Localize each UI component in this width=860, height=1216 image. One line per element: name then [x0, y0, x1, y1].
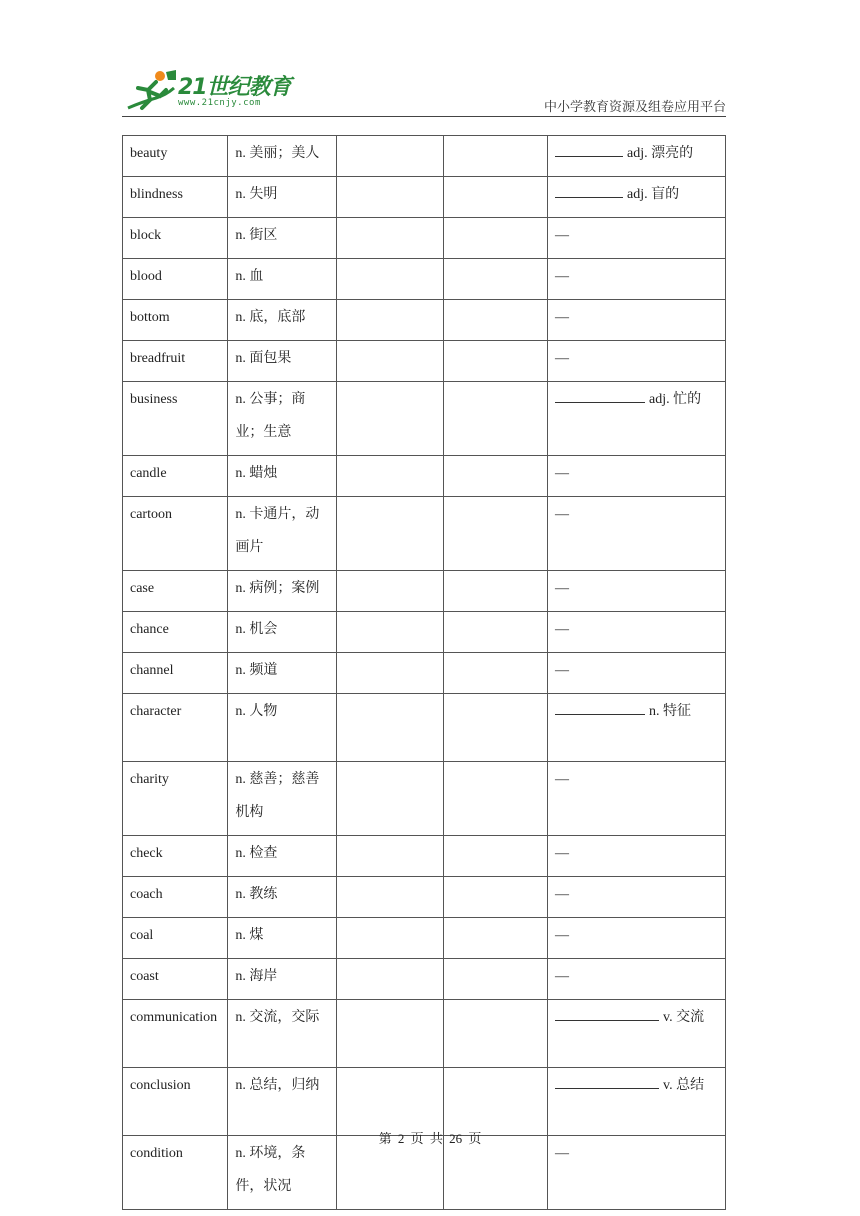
derivative-cell [548, 136, 726, 177]
derivative-text: — [555, 928, 569, 943]
answer-cell-empty[interactable] [337, 836, 444, 877]
derivative-text: adj. 忙的 [649, 392, 702, 407]
answer-cell-empty[interactable] [337, 1000, 444, 1068]
table-row [123, 959, 726, 1000]
answer-cell-empty[interactable] [443, 497, 547, 571]
derivative-cell [548, 497, 726, 571]
meaning-text: n. 环境，条件，状况 [235, 1146, 306, 1194]
table-row [123, 571, 726, 612]
answer-cell-empty[interactable] [443, 341, 547, 382]
meaning-cell [228, 341, 337, 382]
meaning-cell [228, 694, 337, 762]
meaning-cell [228, 300, 337, 341]
word-cell [123, 918, 228, 959]
word-text: coach [130, 887, 163, 902]
word-cell [123, 1068, 228, 1136]
meaning-cell [228, 836, 337, 877]
word-text: breadfruit [130, 351, 186, 366]
derivative-cell [548, 1000, 726, 1068]
derivative-text: — [555, 466, 569, 481]
answer-cell-empty[interactable] [443, 762, 547, 836]
derivative-cell [548, 653, 726, 694]
word-text: coal [130, 928, 154, 943]
derivative-text: — [555, 622, 569, 637]
table-row [123, 762, 726, 836]
table-row [123, 218, 726, 259]
meaning-text: n. 煤 [235, 928, 264, 943]
word-text: candle [130, 466, 167, 481]
table-row [123, 1068, 726, 1136]
page-footer: 第 2 页 共 26 页 [378, 1131, 482, 1146]
word-text: block [130, 228, 162, 243]
fill-in-blank[interactable] [555, 1004, 659, 1021]
word-text: case [130, 581, 155, 596]
derivative-text: n. 特征 [649, 704, 691, 719]
table-row [123, 300, 726, 341]
derivative-text: — [555, 507, 569, 522]
meaning-cell [228, 959, 337, 1000]
answer-cell-empty[interactable] [443, 653, 547, 694]
derivative-text: adj. 漂亮的 [627, 146, 694, 161]
word-text: coast [130, 969, 159, 984]
answer-cell-empty[interactable] [443, 959, 547, 1000]
derivative-cell [548, 259, 726, 300]
derivative-cell [548, 571, 726, 612]
derivative-text: v. 交流 [663, 1010, 705, 1025]
answer-cell-empty[interactable] [443, 177, 547, 218]
derivative-text: — [555, 228, 569, 243]
meaning-text: n. 教练 [235, 887, 278, 902]
answer-cell-empty[interactable] [443, 694, 547, 762]
derivative-text: — [555, 772, 569, 787]
derivative-text: — [555, 581, 569, 596]
derivative-cell [548, 877, 726, 918]
word-text: channel [130, 663, 174, 678]
derivative-cell [548, 612, 726, 653]
answer-cell-empty[interactable] [443, 1068, 547, 1136]
answer-cell-empty[interactable] [337, 497, 444, 571]
derivative-cell [548, 762, 726, 836]
answer-cell-empty[interactable] [443, 456, 547, 497]
word-cell [123, 300, 228, 341]
meaning-text: n. 失明 [235, 187, 278, 202]
derivative-text: — [555, 310, 569, 325]
word-cell [123, 136, 228, 177]
word-cell [123, 497, 228, 571]
word-cell [123, 653, 228, 694]
logo-text: 21世纪教育 [178, 75, 291, 100]
answer-cell-empty[interactable] [337, 136, 444, 177]
derivative-cell [548, 694, 726, 762]
word-text: blood [130, 269, 162, 284]
answer-cell-empty[interactable] [337, 456, 444, 497]
word-cell [123, 612, 228, 653]
word-cell [123, 341, 228, 382]
word-cell [123, 959, 228, 1000]
table-row [123, 382, 726, 456]
table-row [123, 653, 726, 694]
meaning-cell [228, 259, 337, 300]
derivative-text: — [555, 269, 569, 284]
answer-cell-empty[interactable] [337, 918, 444, 959]
word-cell [123, 762, 228, 836]
meaning-cell [228, 218, 337, 259]
meaning-text: n. 病例；案例 [235, 581, 320, 596]
answer-cell-empty[interactable] [337, 571, 444, 612]
meaning-cell [228, 762, 337, 836]
table-row [123, 877, 726, 918]
meaning-text: n. 血 [235, 269, 264, 284]
answer-cell-empty[interactable] [443, 1000, 547, 1068]
meaning-text: n. 卡通片，动画片 [235, 507, 320, 555]
meaning-text: n. 蜡烛 [235, 466, 278, 481]
table-row [123, 136, 726, 177]
word-text: check [130, 846, 163, 861]
table-row [123, 259, 726, 300]
word-text: business [130, 392, 178, 407]
table-row [123, 1000, 726, 1068]
logo-url: www.21cnjy.com [178, 98, 261, 108]
answer-cell-empty[interactable] [337, 653, 444, 694]
answer-cell-empty[interactable] [443, 218, 547, 259]
word-cell [123, 259, 228, 300]
derivative-text: — [555, 969, 569, 984]
page-header [122, 66, 726, 118]
word-cell [123, 836, 228, 877]
answer-cell-empty[interactable] [337, 877, 444, 918]
word-cell [123, 456, 228, 497]
meaning-cell [228, 136, 337, 177]
fill-in-blank[interactable] [555, 181, 623, 198]
table-row [123, 456, 726, 497]
answer-cell-empty[interactable] [337, 382, 444, 456]
word-cell [123, 877, 228, 918]
word-cell [123, 694, 228, 762]
answer-cell-empty[interactable] [443, 136, 547, 177]
derivative-cell [548, 382, 726, 456]
derivative-cell [548, 177, 726, 218]
answer-cell-empty[interactable] [443, 300, 547, 341]
meaning-text: n. 面包果 [235, 351, 292, 366]
platform-title: 中小学教育资源及组卷应用平台 [543, 99, 726, 114]
derivative-cell [548, 836, 726, 877]
answer-cell-empty[interactable] [443, 836, 547, 877]
derivative-text: — [555, 887, 569, 902]
meaning-text: n. 海岸 [235, 969, 278, 984]
word-cell [123, 382, 228, 456]
meaning-cell [228, 177, 337, 218]
answer-cell-empty[interactable] [443, 571, 547, 612]
answer-cell-empty[interactable] [337, 341, 444, 382]
answer-cell-empty[interactable] [337, 694, 444, 762]
derivative-text: — [555, 351, 569, 366]
word-text: chance [130, 622, 169, 637]
answer-cell-empty[interactable] [337, 259, 444, 300]
answer-cell-empty[interactable] [443, 918, 547, 959]
meaning-cell [228, 877, 337, 918]
header-divider [122, 116, 726, 117]
meaning-text: n. 慈善；慈善机构 [235, 772, 320, 820]
meaning-cell [228, 1068, 337, 1136]
word-cell [123, 1000, 228, 1068]
answer-cell-empty[interactable] [337, 177, 444, 218]
answer-cell-empty[interactable] [443, 259, 547, 300]
fill-in-blank[interactable] [555, 386, 645, 403]
meaning-text: n. 人物 [235, 704, 278, 719]
meaning-cell [228, 653, 337, 694]
word-text: conclusion [130, 1078, 191, 1093]
derivative-text: v. 总结 [663, 1078, 705, 1093]
meaning-cell [228, 456, 337, 497]
meaning-text: n. 街区 [235, 228, 278, 243]
derivative-text: adj. 盲的 [627, 187, 680, 202]
meaning-text: n. 机会 [235, 622, 278, 637]
fill-in-blank[interactable] [555, 140, 623, 157]
word-text: cartoon [130, 507, 172, 522]
derivative-cell [548, 218, 726, 259]
answer-cell-empty[interactable] [337, 762, 444, 836]
derivative-text: — [555, 663, 569, 678]
logo [122, 68, 302, 116]
vocabulary-table [122, 135, 726, 1210]
word-cell [123, 571, 228, 612]
derivative-cell [548, 300, 726, 341]
meaning-cell [228, 497, 337, 571]
derivative-cell [548, 918, 726, 959]
derivative-text: — [555, 846, 569, 861]
table-row [123, 497, 726, 571]
answer-cell-empty[interactable] [337, 1068, 444, 1136]
derivative-text: — [555, 1146, 569, 1161]
meaning-cell [228, 918, 337, 959]
word-text: blindness [130, 187, 183, 202]
derivative-cell [548, 959, 726, 1000]
answer-cell-empty[interactable] [337, 959, 444, 1000]
meaning-cell [228, 612, 337, 653]
answer-cell-empty[interactable] [337, 300, 444, 341]
fill-in-blank[interactable] [555, 1072, 659, 1089]
meaning-text: n. 美丽；美人 [235, 146, 320, 161]
derivative-cell [548, 341, 726, 382]
meaning-cell [228, 571, 337, 612]
table-row [123, 341, 726, 382]
table-row [123, 177, 726, 218]
meaning-text: n. 检查 [235, 846, 278, 861]
runner-logo-icon [122, 68, 178, 114]
meaning-text: n. 底，底部 [235, 310, 306, 325]
word-text: bottom [130, 310, 170, 325]
vocabulary-table-body [123, 136, 726, 1210]
answer-cell-empty[interactable] [337, 612, 444, 653]
answer-cell-empty[interactable] [443, 877, 547, 918]
answer-cell-empty[interactable] [337, 218, 444, 259]
word-text: character [130, 704, 182, 719]
word-cell [123, 177, 228, 218]
word-text: communication [130, 1010, 218, 1025]
meaning-text: n. 公事；商业；生意 [235, 392, 306, 440]
meaning-text: n. 频道 [235, 663, 278, 678]
derivative-cell [548, 456, 726, 497]
word-text: beauty [130, 146, 168, 161]
table-row [123, 836, 726, 877]
table-row [123, 918, 726, 959]
meaning-cell [228, 1000, 337, 1068]
meaning-text: n. 交流，交际 [235, 1010, 320, 1025]
table-row [123, 694, 726, 762]
answer-cell-empty[interactable] [443, 382, 547, 456]
word-text: condition [130, 1146, 183, 1161]
fill-in-blank[interactable] [555, 698, 645, 715]
word-text: charity [130, 772, 169, 787]
table-row [123, 612, 726, 653]
derivative-cell [548, 1068, 726, 1136]
meaning-text: n. 总结，归纳 [235, 1078, 320, 1093]
word-cell [123, 218, 228, 259]
answer-cell-empty[interactable] [443, 612, 547, 653]
meaning-cell [228, 382, 337, 456]
